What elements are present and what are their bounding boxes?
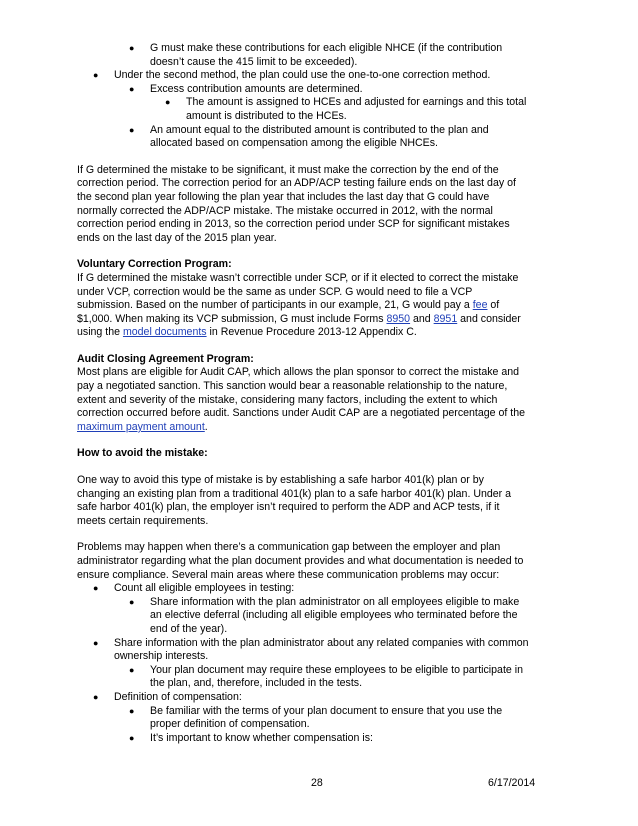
heading-text: Audit Closing Agreement Program: [77, 352, 254, 365]
text-line [77, 677, 565, 691]
text-line [77, 732, 565, 746]
line-text: amount is distributed to the HCEs. [186, 109, 347, 122]
document-body [77, 42, 565, 745]
bullet-icon: ● [129, 596, 135, 607]
bullet-item [77, 664, 565, 691]
line-text: administrator regarding what the plan document provides and what documentation is needed to [77, 555, 524, 567]
bullet-icon: ● [129, 732, 135, 743]
text-line [77, 177, 565, 191]
paragraph [77, 541, 565, 582]
line-text: correction period ending in 2013, so the correction period under SCP for significant mistakes [77, 218, 510, 231]
text-line [77, 191, 565, 205]
text-line [77, 42, 565, 56]
footer-date: 6/17/2014 [488, 777, 536, 789]
bullet-item [77, 732, 565, 746]
line-text: doesn’t cause the 415 limit to be exceeded). [150, 55, 358, 68]
line-text: One way to avoid this type of mistake is by establishing a safe harbor 401(k) plan or by [77, 474, 484, 487]
text-line [77, 555, 565, 569]
line-text: the second plan year following the plan year that includes the last day that G could have [77, 190, 490, 203]
text-line [77, 718, 565, 732]
bullet-item [77, 582, 565, 596]
line-text: allocated based on compensation among the eligible NHCEs. [150, 137, 438, 150]
text-line [77, 83, 565, 97]
text-line [77, 596, 565, 610]
text-line [77, 691, 565, 705]
section-heading [77, 447, 565, 461]
text-line [77, 421, 565, 435]
line-text: under VCP, correction would be the same as under SCP. G would need to file a VCP [77, 285, 473, 298]
line-text: Under the second method, the plan could use the one-to-one correction method. [114, 69, 491, 82]
line-text: If G determined the mistake to be significant, it must make the correction by the end of the [77, 163, 499, 176]
bullet-icon: ● [93, 583, 99, 594]
text-line [77, 582, 565, 596]
line-text: ownership interests. [114, 650, 209, 663]
line-text: $1,000. When making its VCP submission, G must include Forms [77, 312, 387, 325]
line-text: The amount is assigned to HCEs and adjusted for earnings and this total [186, 96, 527, 109]
bullet-icon: ● [93, 70, 99, 81]
text-line [77, 609, 565, 623]
text-line [77, 124, 565, 138]
text-line [77, 205, 565, 219]
text-line [77, 137, 565, 151]
line-text: G must make these contributions for each eligible NHCE (if the contribution [150, 42, 503, 54]
bullet-icon: ● [129, 83, 135, 94]
paragraph [77, 164, 565, 246]
bullet-icon: ● [165, 97, 171, 108]
line-text: changing an existing plan from a traditional 401(k) plan to a safe harbor 401(k) plan. Under a [77, 487, 512, 500]
paragraph [77, 366, 565, 434]
line-text: Share information with the plan administrator about any related companies with common [114, 636, 529, 649]
text-line [77, 56, 565, 70]
text-line [77, 69, 565, 83]
text-line [77, 637, 565, 651]
line-text: Definition of compensation: [114, 690, 242, 703]
section-heading [77, 353, 565, 367]
line-text: normally corrected the ADP/ACP mistake. The mistake occurred in 2012, with the normal [77, 204, 493, 217]
link[interactable]: 8951 [433, 312, 458, 325]
text-line [77, 218, 565, 232]
heading-text: How to avoid the mistake: [77, 447, 208, 460]
text-line [77, 407, 565, 421]
text-line [77, 326, 565, 340]
text-line [77, 488, 565, 502]
line-text: proper definition of compensation. [150, 718, 310, 731]
line-text: Most plans are eligible for Audit CAP, which allows the plan sponsor to correct the mistake and [77, 366, 520, 379]
text-line [77, 313, 565, 327]
bullet-item [77, 124, 565, 151]
bullet-icon: ● [129, 705, 135, 716]
line-text: and consider [457, 312, 521, 325]
line-text: of [487, 299, 500, 312]
line-text: submission. Based on the number of participants in our example, 21, G would pay a [77, 299, 473, 312]
link[interactable]: maximum payment amount [77, 420, 205, 433]
line-text: using the [77, 326, 123, 339]
text-line [77, 623, 565, 637]
line-text: pay a negotiated sanction. This sanction would bear a reasonable relationship to the nature, [77, 380, 508, 393]
line-text: correction occurred before audit. Sanctions under Audit CAP are a negotiated percentage of the [77, 407, 525, 420]
line-text: extent and severity of the mistake, considering many factors, including the extent to which [77, 393, 498, 406]
text-line [77, 569, 565, 583]
link[interactable]: fee [472, 299, 488, 312]
text-line [77, 353, 565, 367]
line-text: Problems may happen when there’s a communication gap between the employer and plan [77, 541, 501, 554]
text-line [77, 380, 565, 394]
bullet-item [77, 705, 565, 732]
bullet-item [77, 596, 565, 637]
text-line [77, 515, 565, 529]
text-line [77, 299, 565, 313]
bullet-icon: ● [129, 43, 135, 53]
bullet-icon: ● [93, 637, 99, 648]
bullet-icon: ● [129, 124, 135, 135]
text-line [77, 366, 565, 380]
line-text: correction period. The correction period for an ADP/ACP testing failure ends on the last day of [77, 177, 516, 190]
line-text: It’s important to know whether compensation is: [150, 731, 373, 744]
line-text: . [204, 420, 208, 433]
text-line [77, 705, 565, 719]
bullet-item [77, 83, 565, 97]
bullet-item [77, 691, 565, 705]
text-line [77, 258, 565, 272]
text-line [77, 541, 565, 555]
text-line [77, 272, 565, 286]
text-line [77, 96, 565, 110]
line-text: Count all eligible employees in testing: [114, 582, 295, 595]
paragraph [77, 272, 565, 340]
text-line [77, 110, 565, 124]
link[interactable]: 8950 [386, 312, 411, 325]
line-text: Be familiar with the terms of your plan document to ensure that you use the [150, 704, 503, 717]
bullet-icon: ● [129, 664, 135, 675]
text-line [77, 394, 565, 408]
line-text: Excess contribution amounts are determined. [150, 82, 363, 95]
heading-text: Voluntary Correction Program: [77, 258, 232, 271]
line-text: and [410, 312, 434, 325]
paragraph [77, 474, 565, 528]
line-text: ends on the last day of the 2015 plan year. [77, 231, 277, 244]
bullet-item [77, 96, 565, 123]
line-text: the plan, and, therefore, included in the tests. [150, 677, 363, 690]
line-text: an elective deferral (including all eligible employees who terminated before the [150, 609, 518, 622]
line-text: end of the year). [150, 622, 228, 635]
bullet-item [77, 42, 565, 69]
text-line [77, 664, 565, 678]
line-text: If G determined the mistake wasn’t correctible under SCP, or if it elected to correct the mistake [77, 271, 519, 284]
text-line [77, 474, 565, 488]
bullet-icon: ● [93, 691, 99, 702]
line-text: Share information with the plan administrator on all employees eligible to make [150, 595, 520, 608]
text-line [77, 232, 565, 246]
text-line [77, 650, 565, 664]
text-line [77, 447, 565, 461]
line-text: meets certain requirements. [77, 514, 209, 527]
line-text: in Revenue Procedure 2013-12 Appendix C. [206, 326, 417, 339]
line-text: Your plan document may require these employees to be eligible to participate in [150, 663, 523, 676]
line-text: safe harbor 401(k) plan, the employer isn’t required to perform the ADP and ACP tests, if it [77, 501, 500, 514]
line-text: An amount equal to the distributed amount is contributed to the plan and [150, 123, 489, 136]
text-line [77, 286, 565, 300]
line-text: ensure compliance. Several main areas where these communication problems may occur: [77, 568, 500, 581]
section-heading [77, 258, 565, 272]
bullet-item [77, 69, 565, 83]
page-number: 28 [311, 777, 323, 789]
text-line [77, 164, 565, 178]
text-line [77, 501, 565, 515]
link[interactable]: model documents [122, 326, 207, 339]
bullet-item [77, 637, 565, 664]
